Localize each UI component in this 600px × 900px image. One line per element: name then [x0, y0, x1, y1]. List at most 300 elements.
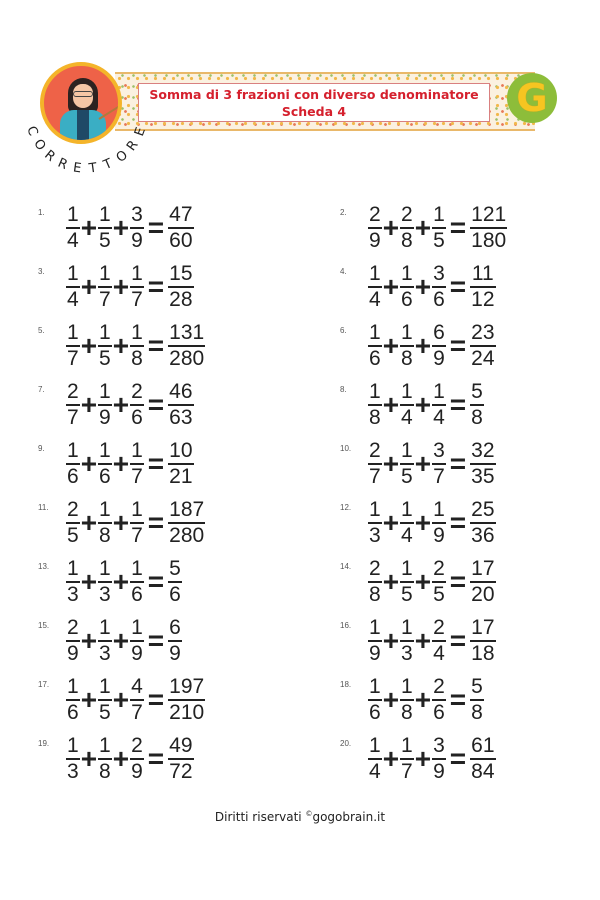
result-fraction-numerator: 47 [169, 203, 193, 226]
problem-number: 3. [38, 267, 45, 276]
equation [368, 613, 496, 669]
fraction-c [130, 499, 144, 547]
plus-sign: + [382, 743, 400, 774]
fraction-a [66, 381, 80, 429]
result-fraction [168, 735, 193, 783]
fraction-b-numerator: 1 [99, 439, 111, 462]
fraction-c-numerator: 1 [131, 498, 143, 521]
fraction-c [130, 263, 144, 311]
fraction-a-denominator: 7 [67, 406, 79, 429]
fraction-b [400, 735, 414, 783]
footer-text: Diritti riservati [214, 810, 306, 824]
fraction-a [368, 558, 382, 606]
result-fraction [168, 440, 193, 488]
result-fraction [168, 204, 193, 252]
result-fraction-denominator: 72 [169, 760, 193, 783]
plus-sign: + [414, 271, 432, 302]
result-fraction-numerator: 5 [471, 675, 483, 698]
fraction-b-denominator: 5 [401, 583, 413, 606]
fraction-c [130, 735, 144, 783]
fraction-c-numerator: 2 [433, 557, 445, 580]
result-fraction-denominator: 36 [471, 524, 495, 547]
badge-letter: C [22, 124, 41, 139]
result-fraction [168, 263, 193, 311]
fraction-b-denominator: 5 [99, 701, 111, 724]
fraction-b-denominator: 8 [99, 760, 111, 783]
problem-number: 15. [38, 621, 50, 630]
fraction-b [98, 735, 112, 783]
fraction-b-numerator: 1 [99, 321, 111, 344]
fraction-c [432, 558, 446, 606]
result-fraction-numerator: 197 [169, 675, 205, 698]
plus-sign: + [382, 684, 400, 715]
fraction-a-numerator: 1 [67, 321, 79, 344]
result-fraction-numerator: 5 [471, 380, 483, 403]
equation [66, 731, 194, 787]
result-fraction-numerator: 121 [471, 203, 507, 226]
badge-letter: R [124, 136, 143, 154]
fraction-b [400, 558, 414, 606]
fraction-a-denominator: 9 [67, 642, 79, 665]
fraction-a-denominator: 6 [369, 701, 381, 724]
problem-number: 10. [340, 444, 352, 453]
problem-item [340, 259, 600, 315]
result-fraction-numerator: 46 [169, 380, 193, 403]
result-fraction-denominator: 8 [471, 701, 483, 724]
fraction-a-denominator: 3 [67, 583, 79, 606]
fraction-b-numerator: 1 [99, 616, 111, 639]
fraction-a [66, 322, 80, 370]
fraction-b [98, 617, 112, 665]
equals-sign: = [449, 212, 467, 243]
problem-number: 5. [38, 326, 45, 335]
fraction-c-denominator: 5 [433, 583, 445, 606]
fraction-a-denominator: 6 [67, 701, 79, 724]
plus-sign: + [382, 330, 400, 361]
fraction-b-numerator: 1 [401, 380, 413, 403]
result-fraction-numerator: 23 [471, 321, 495, 344]
fraction-a-denominator: 7 [67, 347, 79, 370]
equation [368, 318, 496, 374]
problem-item [340, 436, 600, 492]
equals-sign: = [449, 448, 467, 479]
fraction-b-denominator: 6 [401, 288, 413, 311]
fraction-b-denominator: 6 [99, 465, 111, 488]
problem-number: 2. [340, 208, 347, 217]
result-fraction-numerator: 17 [471, 557, 495, 580]
fraction-c [432, 440, 446, 488]
equation [368, 554, 496, 610]
plus-sign: + [112, 566, 130, 597]
problem-number: 13. [38, 562, 50, 571]
fraction-a [66, 735, 80, 783]
result-fraction-denominator: 6 [169, 583, 181, 606]
equals-sign: = [449, 684, 467, 715]
fraction-b [98, 558, 112, 606]
fraction-c-denominator: 6 [131, 583, 143, 606]
fraction-c-denominator: 4 [433, 406, 445, 429]
fraction-b [400, 381, 414, 429]
fraction-b-denominator: 8 [401, 229, 413, 252]
plus-sign: + [382, 507, 400, 538]
fraction-b-numerator: 1 [99, 734, 111, 757]
fraction-a [66, 676, 80, 724]
title-banner [115, 72, 535, 131]
fraction-a-numerator: 1 [67, 557, 79, 580]
problem-item [38, 554, 298, 610]
fraction-a [368, 322, 382, 370]
fraction-c-numerator: 1 [433, 498, 445, 521]
result-fraction [168, 499, 205, 547]
plus-sign: + [382, 625, 400, 656]
plus-sign: + [414, 389, 432, 420]
equation [368, 672, 484, 728]
equals-sign: = [449, 271, 467, 302]
fraction-c-numerator: 1 [131, 262, 143, 285]
fraction-b-denominator: 3 [401, 642, 413, 665]
fraction-b-denominator: 4 [401, 406, 413, 429]
fraction-a-numerator: 1 [369, 734, 381, 757]
fraction-a-numerator: 2 [369, 439, 381, 462]
equation [66, 318, 205, 374]
problem-item [340, 200, 600, 256]
result-fraction-denominator: 280 [169, 347, 205, 370]
fraction-c-numerator: 1 [131, 557, 143, 580]
title-box [138, 83, 490, 122]
fraction-a [66, 204, 80, 252]
plus-sign: + [80, 389, 98, 420]
fraction-c-numerator: 1 [131, 439, 143, 462]
fraction-b-denominator: 3 [99, 583, 111, 606]
problem-number: 18. [340, 680, 352, 689]
fraction-c-numerator: 1 [131, 616, 143, 639]
equation [66, 259, 194, 315]
fraction-a-numerator: 1 [369, 498, 381, 521]
fraction-c [432, 381, 446, 429]
result-fraction-numerator: 10 [169, 439, 193, 462]
fraction-c-denominator: 7 [131, 524, 143, 547]
result-fraction [168, 322, 205, 370]
equation [368, 200, 507, 256]
result-fraction-denominator: 84 [471, 760, 495, 783]
fraction-c [130, 440, 144, 488]
fraction-b-numerator: 1 [401, 498, 413, 521]
fraction-c-numerator: 2 [433, 675, 445, 698]
fraction-c-denominator: 4 [433, 642, 445, 665]
footer-copyright [0, 810, 600, 824]
problem-item [38, 436, 298, 492]
badge-letter: R [55, 155, 71, 174]
fraction-c-denominator: 7 [131, 288, 143, 311]
fraction-c [130, 676, 144, 724]
fraction-a-denominator: 9 [369, 229, 381, 252]
plus-sign: + [414, 448, 432, 479]
badge-letter: O [30, 136, 49, 155]
equation [66, 554, 182, 610]
plus-sign: + [80, 271, 98, 302]
fraction-c-numerator: 1 [131, 321, 143, 344]
fraction-c [130, 617, 144, 665]
fraction-b [98, 499, 112, 547]
plus-sign: + [382, 566, 400, 597]
result-fraction-denominator: 60 [169, 229, 193, 252]
fraction-c [432, 263, 446, 311]
equals-sign: = [449, 330, 467, 361]
result-fraction-denominator: 12 [471, 288, 495, 311]
equation [368, 436, 496, 492]
problem-number: 16. [340, 621, 352, 630]
fraction-a-numerator: 1 [67, 675, 79, 698]
equals-sign: = [449, 743, 467, 774]
fraction-c-denominator: 7 [131, 701, 143, 724]
plus-sign: + [382, 389, 400, 420]
result-fraction-denominator: 8 [471, 406, 483, 429]
result-fraction-numerator: 5 [169, 557, 181, 580]
plus-sign: + [80, 212, 98, 243]
fraction-a-denominator: 3 [67, 760, 79, 783]
fraction-b-numerator: 1 [401, 321, 413, 344]
result-fraction-denominator: 63 [169, 406, 193, 429]
fraction-a [368, 676, 382, 724]
plus-sign: + [112, 684, 130, 715]
plus-sign: + [112, 389, 130, 420]
fraction-c-denominator: 9 [131, 229, 143, 252]
fraction-a-denominator: 8 [369, 583, 381, 606]
plus-sign: + [414, 684, 432, 715]
fraction-c-numerator: 1 [433, 203, 445, 226]
fraction-b-denominator: 5 [99, 229, 111, 252]
equals-sign: = [147, 448, 165, 479]
problem-item [340, 554, 600, 610]
fraction-c-denominator: 5 [433, 229, 445, 252]
fraction-c-numerator: 3 [433, 439, 445, 462]
fraction-a-numerator: 2 [67, 498, 79, 521]
fraction-a [66, 263, 80, 311]
result-fraction-numerator: 49 [169, 734, 193, 757]
result-fraction-denominator: 210 [169, 701, 205, 724]
fraction-a [368, 204, 382, 252]
plus-sign: + [414, 330, 432, 361]
fraction-b [98, 676, 112, 724]
fraction-c-denominator: 9 [433, 524, 445, 547]
fraction-b-numerator: 1 [401, 675, 413, 698]
problem-item [340, 495, 600, 551]
plus-sign: + [80, 448, 98, 479]
fraction-b-numerator: 1 [401, 439, 413, 462]
result-fraction-numerator: 61 [471, 734, 495, 757]
fraction-b-numerator: 1 [401, 734, 413, 757]
fraction-c [432, 735, 446, 783]
fraction-a [368, 499, 382, 547]
result-fraction [470, 499, 495, 547]
result-fraction-denominator: 180 [471, 229, 507, 252]
equation [66, 200, 194, 256]
fraction-c-numerator: 2 [131, 734, 143, 757]
fraction-b-numerator: 1 [99, 203, 111, 226]
fraction-c-denominator: 7 [433, 465, 445, 488]
fraction-a-numerator: 2 [67, 380, 79, 403]
fraction-a [66, 440, 80, 488]
plus-sign: + [414, 625, 432, 656]
result-fraction-denominator: 20 [471, 583, 495, 606]
fraction-a-numerator: 1 [67, 439, 79, 462]
fraction-c-denominator: 9 [131, 760, 143, 783]
fraction-a [66, 499, 80, 547]
equals-sign: = [449, 566, 467, 597]
plus-sign: + [112, 330, 130, 361]
fraction-b-numerator: 2 [401, 203, 413, 226]
equation [66, 436, 194, 492]
result-fraction-numerator: 11 [471, 262, 494, 285]
fraction-b [400, 322, 414, 370]
fraction-a-numerator: 2 [369, 203, 381, 226]
problem-number: 7. [38, 385, 45, 394]
equation [66, 613, 182, 669]
fraction-c-denominator: 9 [131, 642, 143, 665]
fraction-c [130, 381, 144, 429]
fraction-c-denominator: 6 [131, 406, 143, 429]
result-fraction [168, 381, 193, 429]
problem-number: 19. [38, 739, 50, 748]
problem-item [340, 672, 600, 728]
fraction-c [432, 617, 446, 665]
fraction-b-denominator: 7 [401, 760, 413, 783]
fraction-b [98, 440, 112, 488]
plus-sign: + [80, 566, 98, 597]
plus-sign: + [80, 330, 98, 361]
fraction-c-numerator: 1 [433, 380, 445, 403]
fraction-b-denominator: 5 [401, 465, 413, 488]
teacher-avatar-icon [40, 62, 122, 144]
plus-sign: + [80, 507, 98, 538]
badge-letter: E [72, 160, 84, 178]
fraction-c-numerator: 2 [433, 616, 445, 639]
fraction-c [432, 676, 446, 724]
result-fraction [168, 617, 182, 665]
fraction-b-numerator: 1 [401, 616, 413, 639]
plus-sign: + [382, 271, 400, 302]
equals-sign: = [449, 507, 467, 538]
result-fraction-denominator: 35 [471, 465, 495, 488]
plus-sign: + [80, 743, 98, 774]
fraction-a [368, 617, 382, 665]
result-fraction-denominator: 24 [471, 347, 495, 370]
problem-item [38, 613, 298, 669]
fraction-a-numerator: 2 [369, 557, 381, 580]
fraction-c [130, 558, 144, 606]
fraction-b-numerator: 1 [99, 262, 111, 285]
fraction-a [368, 381, 382, 429]
equals-sign: = [147, 271, 165, 302]
plus-sign: + [80, 684, 98, 715]
badge-letter: T [101, 156, 116, 174]
fraction-b-denominator: 3 [99, 642, 111, 665]
worksheet-subtitle: Scheda 4 [281, 104, 347, 119]
equation [66, 672, 205, 728]
problem-number: 8. [340, 385, 347, 394]
fraction-a [66, 617, 80, 665]
fraction-b-numerator: 1 [401, 262, 413, 285]
result-fraction-denominator: 28 [169, 288, 193, 311]
fraction-a [368, 263, 382, 311]
fraction-c-numerator: 6 [433, 321, 445, 344]
problem-item [38, 259, 298, 315]
footer-site: gogobrain.it [312, 810, 386, 824]
worksheet-header [22, 62, 565, 178]
plus-sign: + [112, 448, 130, 479]
problem-item [38, 672, 298, 728]
fraction-c-denominator: 9 [433, 347, 445, 370]
result-fraction [470, 440, 495, 488]
plus-sign: + [112, 212, 130, 243]
fraction-a-numerator: 1 [369, 675, 381, 698]
result-fraction-numerator: 131 [169, 321, 205, 344]
plus-sign: + [112, 625, 130, 656]
fraction-c-denominator: 6 [433, 288, 445, 311]
fraction-c-numerator: 3 [131, 203, 143, 226]
equation [368, 377, 484, 433]
result-fraction [470, 381, 484, 429]
fraction-b-numerator: 1 [99, 380, 111, 403]
result-fraction-denominator: 9 [169, 642, 181, 665]
fraction-c-denominator: 7 [131, 465, 143, 488]
problem-number: 9. [38, 444, 45, 453]
problem-item [38, 495, 298, 551]
result-fraction [470, 617, 495, 665]
plus-sign: + [112, 743, 130, 774]
result-fraction [470, 322, 495, 370]
result-fraction-numerator: 17 [471, 616, 495, 639]
result-fraction-numerator: 15 [169, 262, 193, 285]
fraction-c [432, 322, 446, 370]
plus-sign: + [414, 212, 432, 243]
fraction-b [400, 440, 414, 488]
plus-sign: + [414, 507, 432, 538]
result-fraction [470, 263, 495, 311]
problem-item [38, 731, 298, 787]
problem-item [38, 377, 298, 433]
fraction-a-numerator: 1 [67, 734, 79, 757]
fraction-b [400, 617, 414, 665]
fraction-b-numerator: 1 [99, 675, 111, 698]
fraction-b-denominator: 9 [99, 406, 111, 429]
problem-item [340, 318, 600, 374]
fraction-a-denominator: 6 [369, 347, 381, 370]
fraction-b [98, 381, 112, 429]
fraction-b [98, 204, 112, 252]
badge-letter: O [113, 147, 133, 167]
plus-sign: + [80, 625, 98, 656]
problem-item [38, 318, 298, 374]
plus-sign: + [112, 507, 130, 538]
problem-number: 17. [38, 680, 50, 689]
badge-letter: R [40, 147, 59, 166]
equation [66, 377, 194, 433]
equals-sign: = [147, 507, 165, 538]
fraction-b-numerator: 1 [401, 557, 413, 580]
problem-number: 11. [38, 503, 49, 512]
fraction-b-denominator: 8 [401, 701, 413, 724]
plus-sign: + [382, 448, 400, 479]
fraction-a-numerator: 1 [369, 616, 381, 639]
result-fraction-numerator: 25 [471, 498, 495, 521]
equals-sign: = [147, 684, 165, 715]
fraction-a [368, 735, 382, 783]
badge-letter: E [131, 124, 149, 139]
equation [368, 731, 496, 787]
plus-sign: + [112, 271, 130, 302]
equals-sign: = [147, 389, 165, 420]
